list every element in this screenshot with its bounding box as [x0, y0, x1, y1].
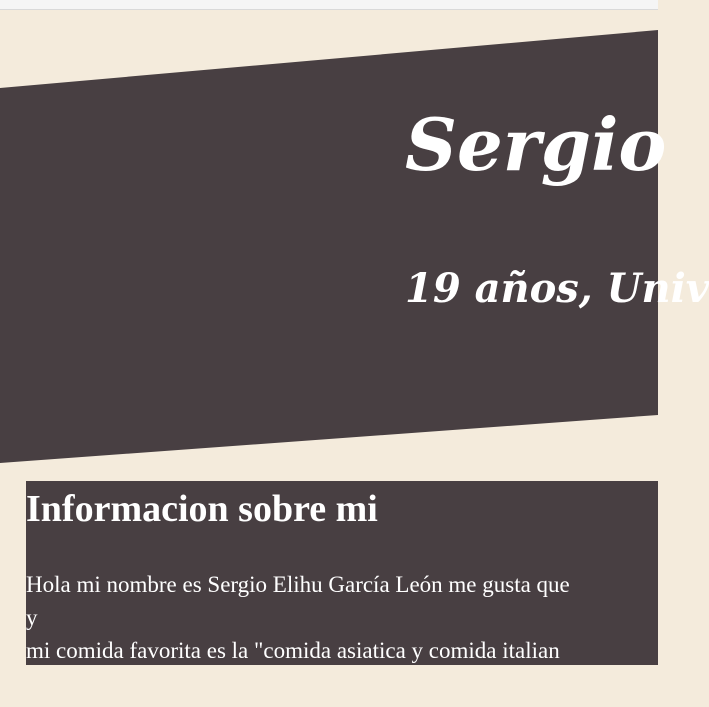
- about-line: Hola mi nombre es Sergio Elihu García León me gusta que: [26, 572, 570, 597]
- browser-top-strip: [0, 0, 658, 10]
- about-line: y: [26, 605, 38, 630]
- hero-title: Sergio: [405, 102, 667, 187]
- hero-banner: [0, 10, 658, 480]
- hero-slanted-band: [0, 30, 658, 463]
- about-heading: Informacion sobre mi: [26, 488, 378, 530]
- about-section: [26, 481, 658, 665]
- hero-subtitle: 19 años, Univ: [405, 265, 709, 312]
- about-paragraph: [26, 568, 570, 667]
- about-line: mi comida favorita es la "comida asiatica y comida italian: [26, 638, 560, 663]
